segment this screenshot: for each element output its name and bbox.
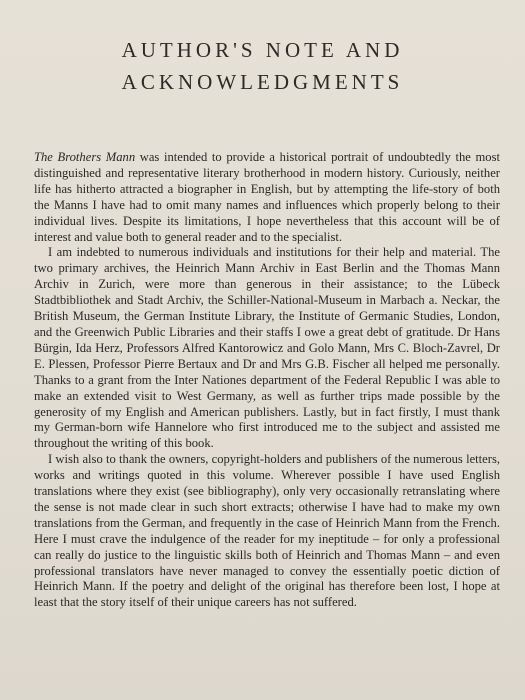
paragraph-3 bbox=[34, 452, 500, 611]
paragraph-3-text: I wish also to thank the owners, copyright-holders and publishers of the numerous letters, works and writings quoted in this volume. Wherever possible I have used English translations where they exist (see bibliography), only very occasionally retranslating where the sense is not made clear in such short extracts; otherwise I have had to make my own translations from the German, and frequently in the case of Heinrich Mann from the French. Here I must crave the indulgence of the reader for my ineptitude – for only a professional can really do justice to the linguistic skills both of Heinrich and Thomas Mann – and even professional translators have never managed to convey the essentially poetic diction of Heinrich Mann. If the poetry and delight of the original has therefore been lost, I hope at least that the story itself of their unique careers has not suffered. bbox=[34, 452, 500, 610]
heading-line-1: AUTHOR'S NOTE AND bbox=[121, 38, 404, 62]
paragraph-1 bbox=[34, 150, 500, 245]
paragraph-2-text: I am indebted to numerous individuals and institutions for their help and material. The two primary archives, the Heinrich Mann Archiv in East Berlin and the Thomas Mann Archiv in Zurich, were more than generous in their assistance; to the Lübeck Stadtbibliothek and Stadt Archiv, the Schiller-National-Museum in Marbach a. Neckar, the British Museum, the German Institute Library, the Institute of Germanic Studies, London, and the Greenwich Public Libraries and their staffs I owe a great debt of gratitude. Dr Hans Bürgin, Ida Herz, Professors Alfred Kantorowicz and Golo Mann, Mrs C. Bloch-Zavrel, Dr E. Plessen, Professor Pierre Bertaux and Dr and Mrs G.B. Fischer all helped me personally. Thanks to a grant from the Inter Nationes department of the Federal Republic I was able to make an extended visit to West Germany, as well as further trips made possible by the generosity of my English and American publishers. Lastly, but in fact firstly, I must thank my German-born wife Hannelore who first introduced me to the subject and assisted me throughout the writing of this book. bbox=[34, 245, 500, 451]
paragraph-1-text: was intended to provide a historical portrait of undoubtedly the most distinguished and representative literary brotherhood in modern history. Curiously, neither life has hitherto attracted a biographer in English, but by attempting the life-story of both the Manns I have had to omit many names and influences which properly belong to their individual lives. Despite its limitations, I hope nevertheless that this account will be of interest and value both to general reader and to the specialist. bbox=[34, 150, 500, 244]
page-heading bbox=[0, 34, 525, 98]
heading-line-2: ACKNOWLEDGMENTS bbox=[121, 70, 404, 94]
body-text bbox=[34, 150, 500, 611]
paragraph-2 bbox=[34, 245, 500, 452]
book-title-italic: The Brothers Mann bbox=[34, 150, 136, 164]
